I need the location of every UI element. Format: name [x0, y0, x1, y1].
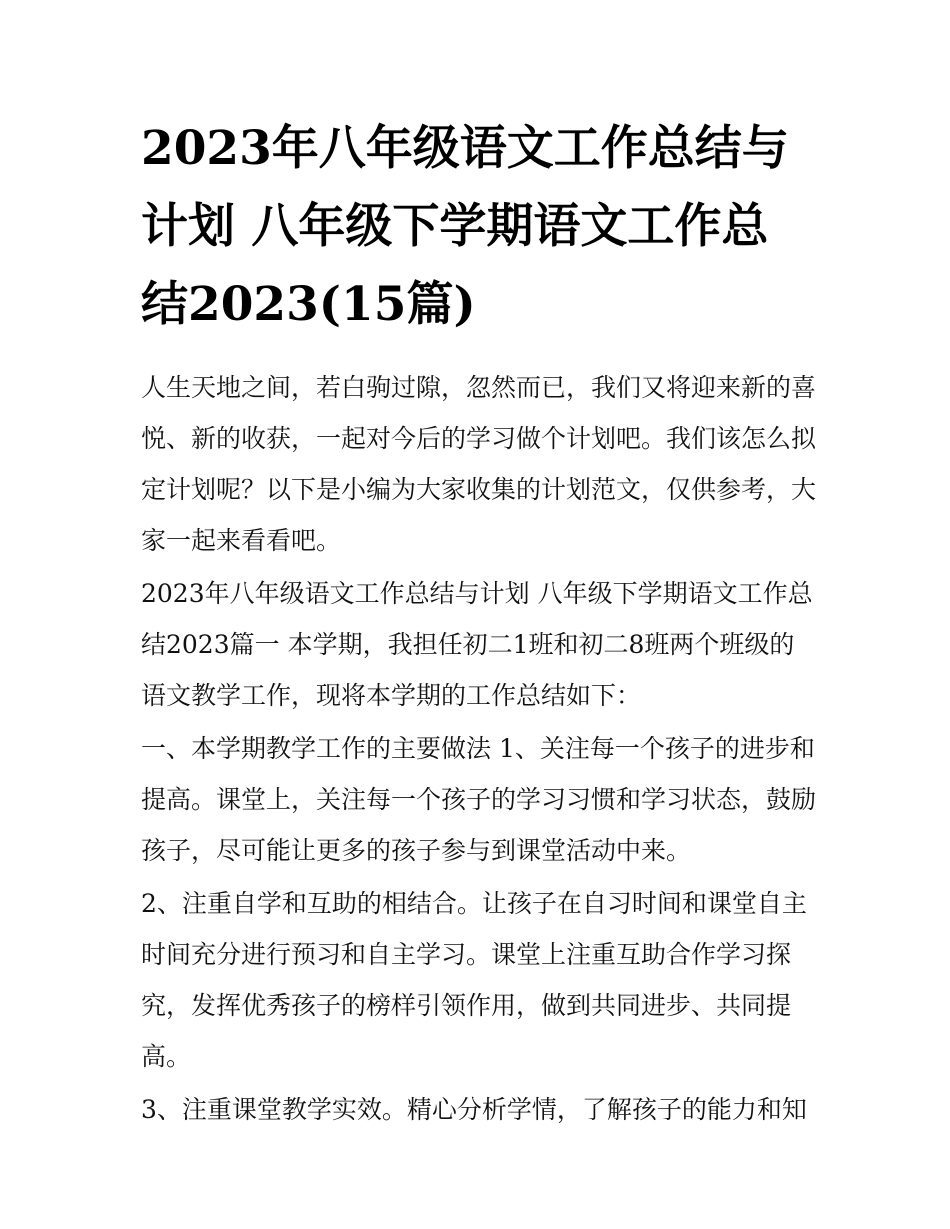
point-two-paragraph [141, 878, 821, 1082]
paragraph-line: 一、本学期教学工作的主要做法 1、关注每一个孩子的进步和 [141, 734, 815, 763]
paragraph-line: 高。 [141, 1042, 192, 1071]
paragraph-line: 提高。课堂上，关注每一个孩子的学习习惯和学习状态，鼓励 [141, 785, 817, 814]
paragraph-line: 家一起来看看吧。 [141, 526, 342, 555]
paragraph-line: 3、注重课堂教学实效。精心分析学情，了解孩子的能力和知 [141, 1095, 807, 1124]
paragraph-line: 孩子，尽可能让更多的孩子参与到课堂活动中来。 [141, 836, 692, 865]
title-line: 结2023(15篇) [141, 277, 476, 332]
paragraph-line: 2、注重自学和互助的相结合。让孩子在自习时间和课堂自主 [141, 889, 807, 918]
section-heading-paragraph [141, 568, 821, 721]
paragraph-line: 悦、新的收获，一起对今后的学习做个计划吧。我们该怎么拟 [141, 424, 817, 453]
title-line: 2023年八年级语文工作总结与 [141, 121, 789, 176]
paragraph-line: 时间充分进行预习和自主学习。课堂上注重互助合作学习探 [141, 940, 792, 969]
paragraph-line: 结2023篇一 本学期，我担任初二1班和初二8班两个班级的 [141, 630, 795, 659]
paragraph-line: 2023年八年级语文工作总结与计划 八年级下学期语文工作总 [141, 579, 813, 608]
document-content [141, 110, 821, 1137]
paragraph-line: 定计划呢？以下是小编为大家收集的计划范文，仅供参考，大 [141, 475, 817, 504]
paragraph-line: 人生天地之间，若白驹过隙，忽然而已，我们又将迎来新的喜 [141, 373, 817, 402]
paragraph-line: 究，发挥优秀孩子的榜样引领作用，做到共同进步、共同提 [141, 991, 792, 1020]
point-one-paragraph [141, 723, 821, 876]
point-three-paragraph [141, 1084, 821, 1135]
paragraph-line: 语文教学工作，现将本学期的工作总结如下： [141, 681, 642, 710]
document-title [141, 110, 821, 344]
intro-paragraph [141, 362, 821, 566]
title-line: 计划 八年级下学期语文工作总 [141, 199, 769, 254]
